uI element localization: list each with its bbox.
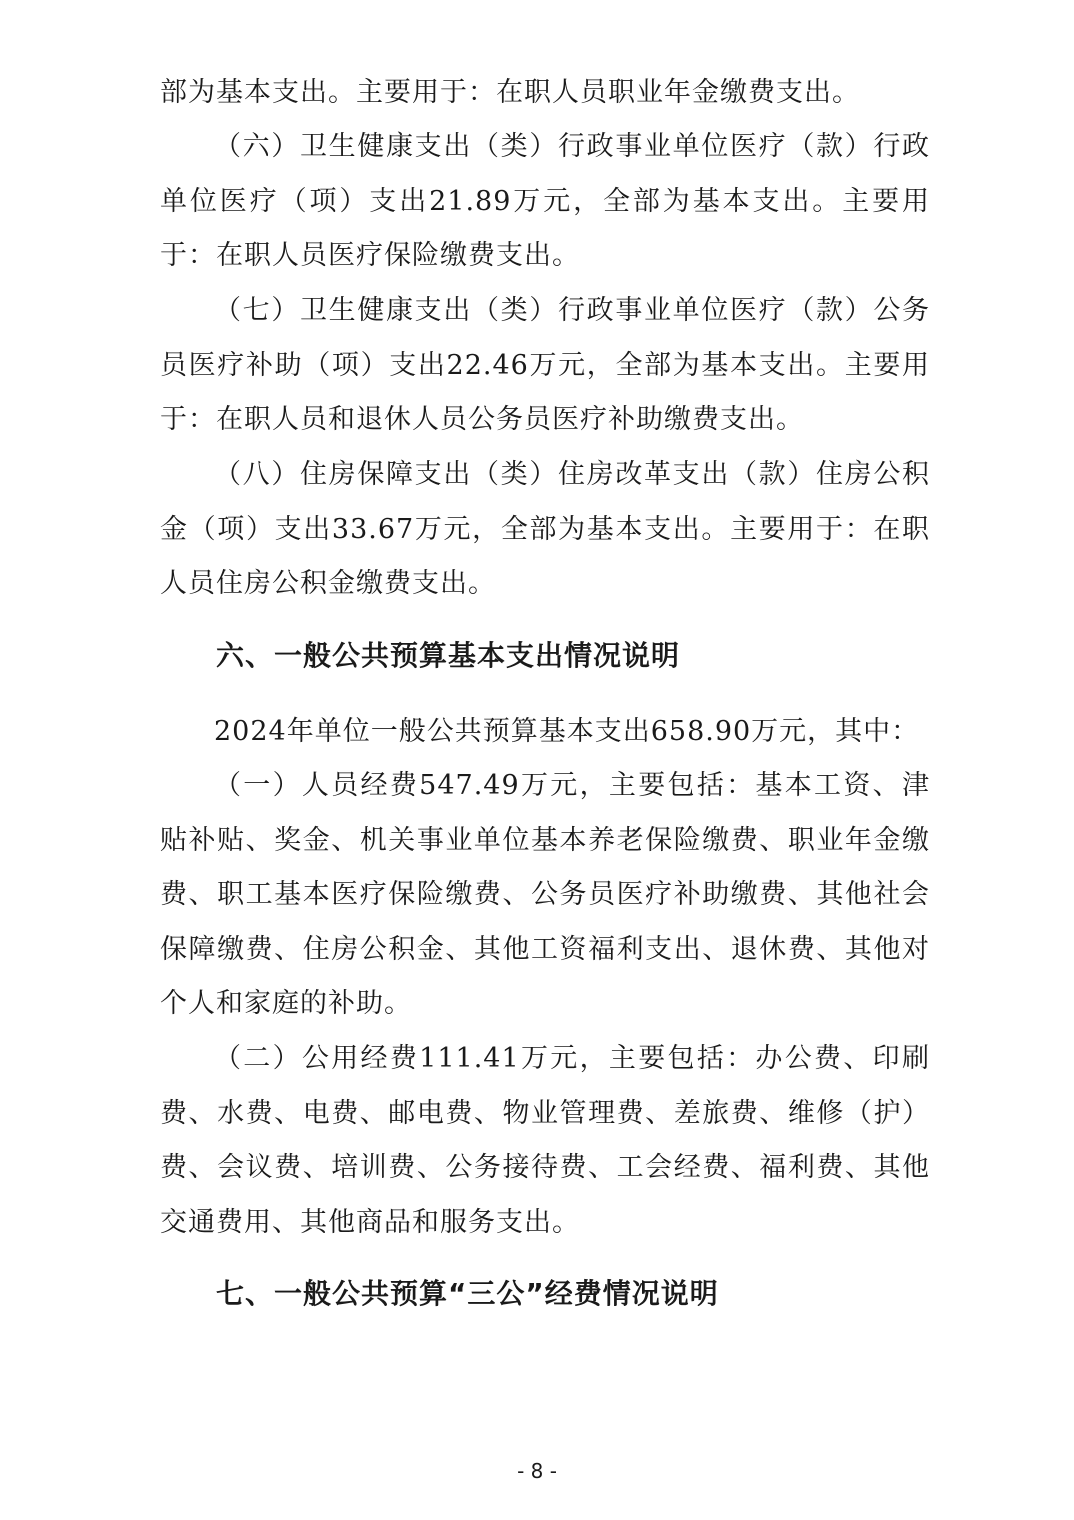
paragraph-personnel-expenses: （一）人员经费547.49万元，主要包括：基本工资、津贴补贴、奖金、机关事业单位基本养老保险缴费、职业年金缴费、职工基本医疗保险缴费、公务员医疗补助缴费、其他社会保障缴费、住房公积金、其他工资福利支出、退休费、其他对个人和家庭的补助。 <box>160 770 930 1019</box>
page-number: - 8 - <box>517 1459 557 1483</box>
paragraph-public-expenses: （二）公用经费111.41万元，主要包括：办公费、印刷费、水费、电费、邮电费、物业管理费、差旅费、维修（护）费、会议费、培训费、公务接待费、工会经费、福利费、其他交通费用、其他商品和服务支出。 <box>160 1043 930 1238</box>
paragraph-basic-expenditure-summary: 2024年单位一般公共预算基本支出658.90万元，其中： <box>214 716 920 747</box>
section-heading-three-public-expenses: 七、一般公共预算“三公”经费情况说明 <box>216 1277 719 1310</box>
paragraph-housing-fund: （八）住房保障支出（类）住房改革支出（款）住房公积金（项）支出33.67万元，全部为基本支出。主要用于：在职人员住房公积金缴费支出。 <box>160 459 930 599</box>
paragraph-civil-servant-medical-subsidy: （七）卫生健康支出（类）行政事业单位医疗（款）公务员医疗补助（项）支出22.46万元，全部为基本支出。主要用于：在职人员和退休人员公务员医疗补助缴费支出。 <box>160 295 930 435</box>
section-heading-basic-expenditure: 六、一般公共预算基本支出情况说明 <box>216 639 681 672</box>
paragraph-continuation: 部为基本支出。主要用于：在职人员职业年金缴费支出。 <box>160 77 860 108</box>
paragraph-health-admin-medical: （六）卫生健康支出（类）行政事业单位医疗（款）行政单位医疗（项）支出21.89万元，全部为基本支出。主要用于：在职人员医疗保险缴费支出。 <box>160 131 930 271</box>
